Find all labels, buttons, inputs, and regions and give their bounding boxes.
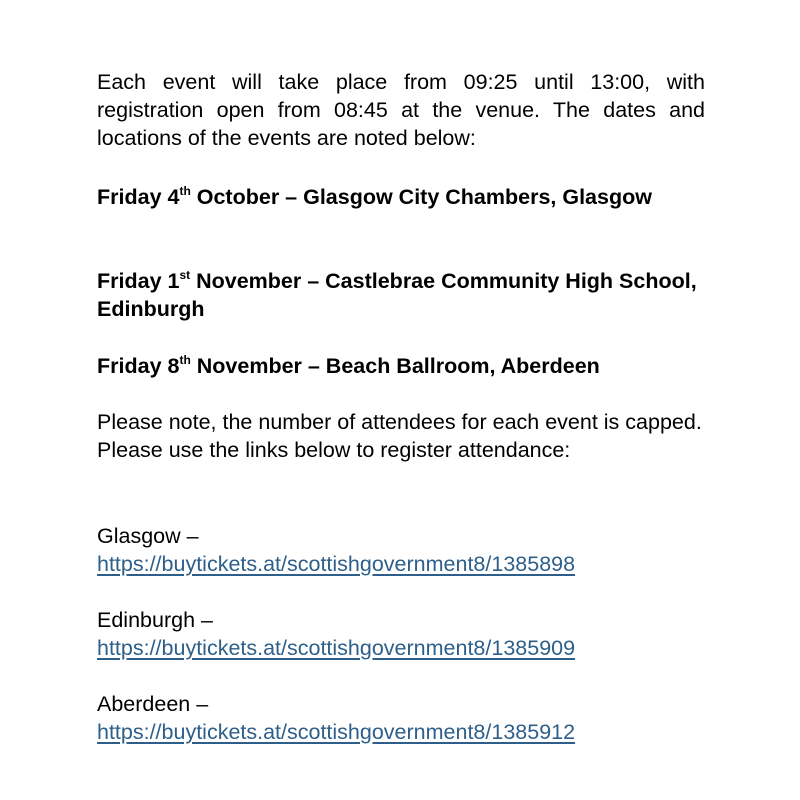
event-aberdeen <box>97 352 705 380</box>
link-city-label: Aberdeen – <box>97 692 209 716</box>
note-paragraph: Please note, the number of attendees for each event is capped. Please use the links below to register attendance: <box>97 410 702 462</box>
link-edinburgh <box>97 606 705 662</box>
link-glasgow <box>97 522 705 578</box>
link-city-label: Edinburgh – <box>97 608 213 632</box>
event-details: October – Glasgow City Chambers, Glasgow <box>190 185 652 209</box>
register-link-edinburgh[interactable]: https://buytickets.at/scottishgovernment8/1385909 <box>97 636 576 660</box>
event-day-suffix: th <box>179 352 191 367</box>
event-day-suffix: st <box>179 267 191 282</box>
register-link-aberdeen[interactable]: https://buytickets.at/scottishgovernment8/1385912 <box>97 720 576 744</box>
link-aberdeen <box>97 690 705 746</box>
event-day-suffix: th <box>179 183 191 198</box>
event-details: November – Castlebrae Community High School, Edinburgh <box>97 269 697 321</box>
event-day: Friday 4 <box>97 185 180 209</box>
intro-paragraph: Each event will take place from 09:25 until 13:00, with registration open from 08:45 at the venue. The dates and locations of the events are noted below: <box>97 70 705 150</box>
event-day: Friday 8 <box>97 354 180 378</box>
event-day: Friday 1 <box>97 269 180 293</box>
event-edinburgh <box>97 267 705 323</box>
link-city-label: Glasgow – <box>97 524 199 548</box>
event-details: November – Beach Ballroom, Aberdeen <box>190 354 600 378</box>
register-link-glasgow[interactable]: https://buytickets.at/scottishgovernment8/1385898 <box>97 552 576 576</box>
event-glasgow <box>97 183 705 211</box>
